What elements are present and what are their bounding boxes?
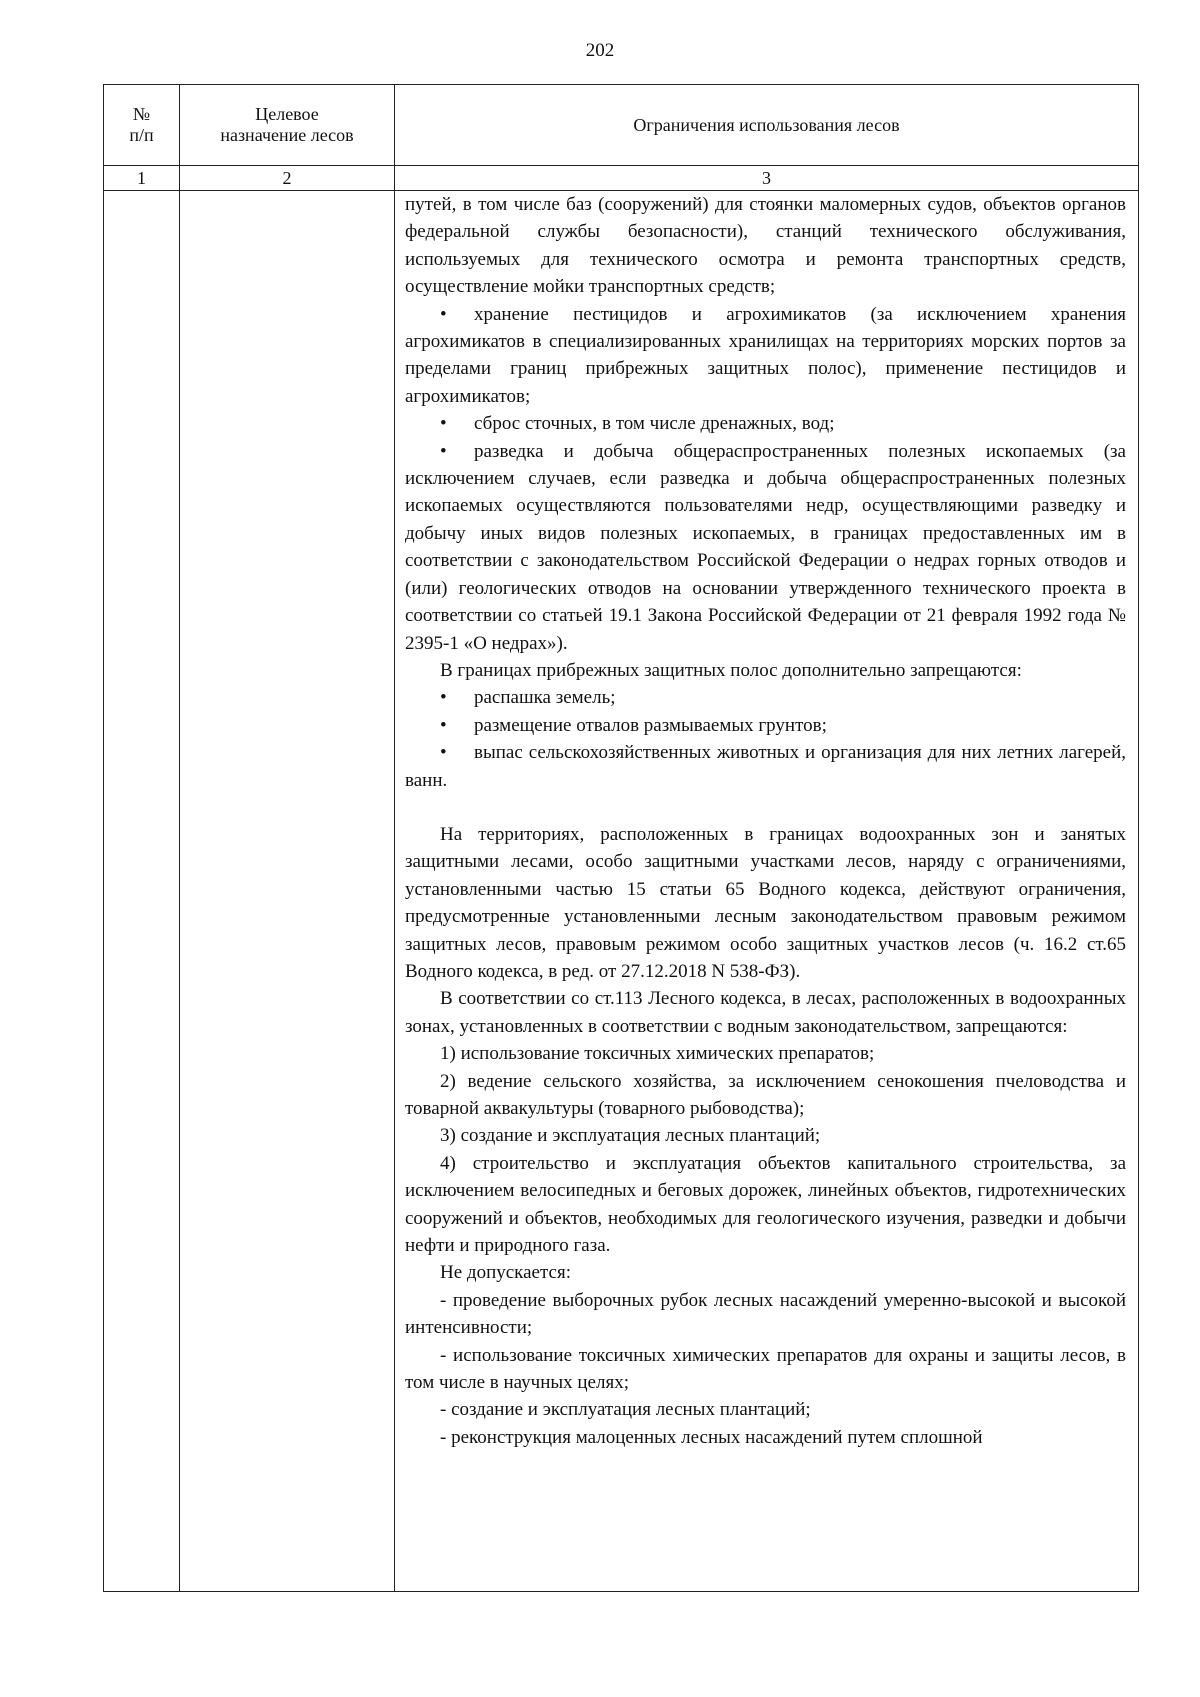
bullet-text: разведка и добыча общераспространенных полезных ископаемых (за исключением случаев, если разведка и добыча общераспространенных полезных ископаемых осуществляются пользователями недр, осуществляющими разведку и добычу иных видов полезных ископаемых, в границах предоставленных им в соответствии с законодательством Российской Федерации о недрах горных отводов и (или) геологических отводов на основании утвержденного технического проекта в соответствии со статьей 19.1 Закона Российской Федерации от 21 февраля 1992 года № 2395-1 «О недрах»). xyxy=(405,440,1126,654)
table-header-row xyxy=(104,85,1139,166)
column-index-row xyxy=(104,166,1139,191)
bullet-glyph: • xyxy=(440,714,447,736)
table-row xyxy=(104,191,1139,1592)
numbered-item: 3) создание и эксплуатация лесных плантаций; xyxy=(440,1125,821,1147)
paragraph: путей, в том числе баз (сооружений) для стоянки маломерных судов, объектов органов федеральной службы безопасности), станций технического обслуживания, используемых для технического осмотра и ремонта транспортных средств, осуществление мойки транспортных средств; xyxy=(405,194,1126,298)
bullet-glyph: • xyxy=(440,413,447,435)
column-index-2: 2 xyxy=(180,166,395,191)
bullet-item xyxy=(405,712,1126,739)
bullet-item xyxy=(405,739,1126,794)
dash-item: - реконструкция малоценных лесных насаждений путем сплошной xyxy=(440,1426,983,1448)
header-purpose xyxy=(180,85,395,166)
paragraph: На территориях, расположенных в границах водоохранных зон и занятых защитными лесами, особо защитными участками лесов, наряду с ограничениями, установленными частью 15 статьи 65 Водного кодекса, действуют ограничения, предусмотренные установленными лесным законодательством правовым режимом защитных лесов, правовым режимом особо защитных участков лесов (ч. 16.2 ст.65 Водного кодекса, в ред. от 27.12.2018 N 538-ФЗ). xyxy=(405,823,1126,982)
header-number xyxy=(104,85,180,166)
bullet-text: хранение пестицидов и агрохимикатов (за исключением хранения агрохимикатов в специализированных хранилищах на территориях морских портов за пределами границ прибрежных защитных полос), применение пестицидов и агрохимикатов; xyxy=(405,303,1126,407)
cell-purpose xyxy=(180,191,395,1592)
bullet-item xyxy=(405,410,1126,437)
header-number-line2: п/п xyxy=(129,125,154,145)
restrictions-text xyxy=(405,191,1126,1451)
column-index-1: 1 xyxy=(104,166,180,191)
cell-number xyxy=(104,191,180,1592)
numbered-item: 2) ведение сельского хозяйства, за исключением сенокошения пчеловодства и товарной аквакультуры (товарного рыбоводства); xyxy=(405,1070,1126,1119)
bullet-text: распашка земель; xyxy=(474,687,616,709)
bullet-item xyxy=(405,438,1126,657)
bullet-item xyxy=(405,301,1126,411)
dash-item: - создание и эксплуатация лесных плантаций; xyxy=(440,1399,811,1421)
dash-item: - проведение выборочных рубок лесных насаждений умеренно-высокой и высокой интенсивности; xyxy=(405,1289,1126,1339)
paragraph: В соответствии со ст.113 Лесного кодекса, в лесах, расположенных в водоохранных зонах, установленных в соответствии с водным законодательством, запрещаются: xyxy=(405,988,1126,1037)
bullet-text: размещение отвалов размываемых грунтов; xyxy=(474,714,827,736)
paragraph: В границах прибрежных защитных полос дополнительно запрещаются: xyxy=(440,659,1022,681)
bullet-text: выпас сельскохозяйственных животных и организация для них летних лагерей, ванн. xyxy=(405,742,1126,791)
bullet-text: сброс сточных, в том числе дренажных, вод; xyxy=(474,413,835,435)
column-index-3: 3 xyxy=(395,166,1139,191)
restrictions-table xyxy=(103,84,1139,1592)
header-purpose-line1: Целевое xyxy=(255,104,319,124)
bullet-item xyxy=(405,684,1126,711)
bullet-glyph: • xyxy=(440,742,447,764)
header-purpose-line2: назначение лесов xyxy=(220,125,354,145)
dash-item: - использование токсичных химических препаратов для охраны и защиты лесов, в том числе в научных целях; xyxy=(405,1344,1126,1394)
bullet-glyph: • xyxy=(440,303,447,325)
paragraph: Не допускается: xyxy=(440,1262,571,1284)
numbered-item: 1) использование токсичных химических препаратов; xyxy=(440,1043,875,1065)
numbered-item: 4) строительство и эксплуатация объектов капитального строительства, за исключением велосипедных и беговых дорожек, линейных объектов, гидротехнических сооружений и объектов, необходимых для геологического изучения, разведки и добычи нефти и природного газа. xyxy=(405,1152,1126,1257)
header-restrictions: Ограничения использования лесов xyxy=(395,85,1139,166)
bullet-glyph: • xyxy=(440,440,447,462)
spacer xyxy=(405,794,1126,821)
header-number-line1: № xyxy=(132,104,151,124)
bullet-glyph: • xyxy=(440,687,447,709)
page-number: 202 xyxy=(585,40,615,61)
cell-restrictions xyxy=(395,191,1139,1592)
